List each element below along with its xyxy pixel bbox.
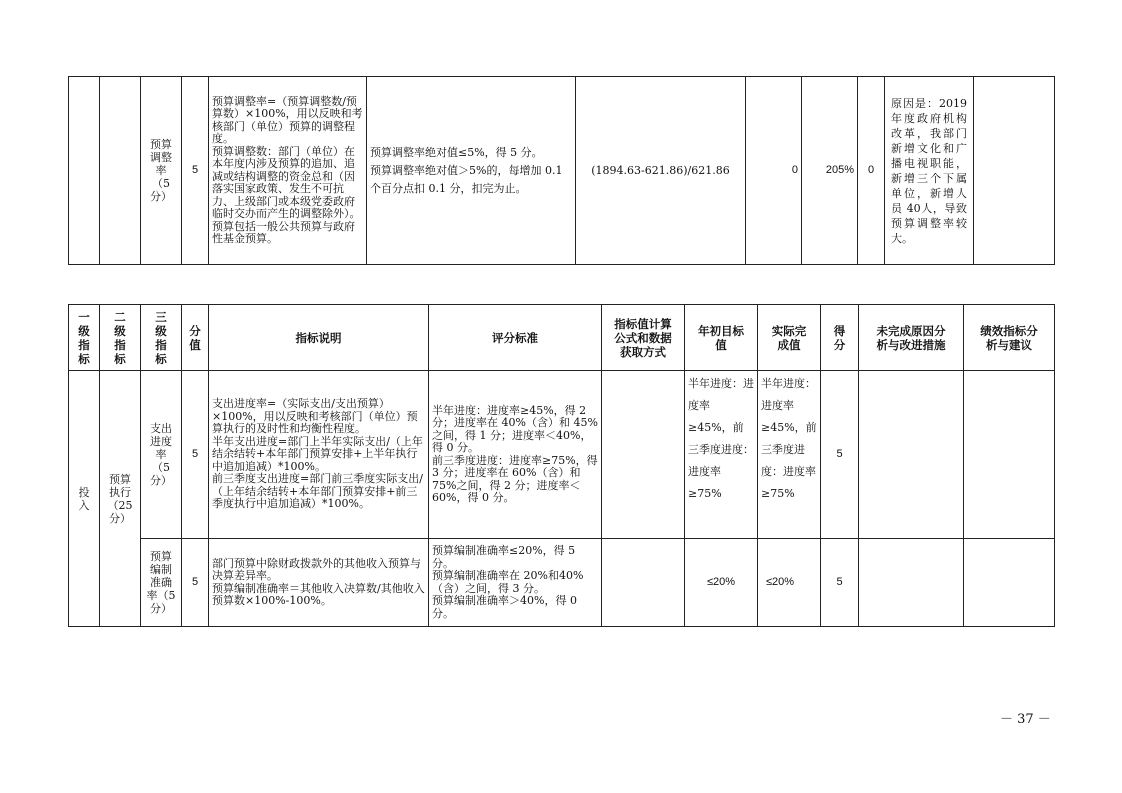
score-value-cell: 5 [182, 539, 209, 627]
level3-cell: 支出 进度 率 （5 分） [141, 371, 182, 539]
level2-cell: 预算 执行 （25 分） [100, 371, 141, 627]
score-cell: 5 [821, 371, 859, 539]
advice-cell [964, 539, 1055, 627]
header-formula: 指标值计算 公式和数据 获取方式 [602, 305, 685, 371]
level3-cell: 预算 编制 准确 率（5 分） [141, 539, 182, 627]
header-criteria: 评分标准 [429, 305, 602, 371]
header-score-value: 分 值 [182, 305, 209, 371]
level1-cell: 投 入 [69, 371, 100, 627]
score-cell: 5 [821, 539, 859, 627]
header-description: 指标说明 [209, 305, 429, 371]
header-actual: 实际完 成值 [758, 305, 821, 371]
reason-cell [859, 539, 964, 627]
level3-cell: 预算 调整 率 （5 分） [141, 77, 182, 265]
indicator-table [68, 304, 1055, 627]
table-row [69, 539, 1055, 627]
header-row [69, 305, 1055, 371]
page-number: － 37 － [1000, 712, 1051, 727]
score-value-cell: 5 [182, 371, 209, 539]
formula-cell [602, 371, 685, 539]
description-cell: 部门预算中除财政拨款外的其他收入预算与决算差异率。 预算编制准确率＝其他收入决算数/其他收入预算数×100%-100%。 [209, 539, 429, 627]
header-reason: 未完成原因分 析与改进措施 [859, 305, 964, 371]
continuation-table [68, 76, 1055, 265]
level1-cell [69, 77, 100, 265]
advice-cell [964, 371, 1055, 539]
formula-cell [602, 539, 685, 627]
actual-cell: ≤20% [758, 539, 821, 627]
reason-cell [859, 371, 964, 539]
header-level3: 三 级 指 标 [141, 305, 182, 371]
reason-cell: 原因是：2019年度政府机构改革，我部门新增文化和广播电视职能，新增三个下属单位，新增人员 40人，导致预算调整率较大。 [885, 77, 974, 265]
level2-cell [100, 77, 141, 265]
actual-cell: 205% [802, 77, 858, 265]
header-target: 年初目标 值 [685, 305, 758, 371]
criteria-cell: 预算调整率绝对值≤5%，得 5 分。 预算调整率绝对值＞5%的，每增加 0.1 个百分点扣 0.1 分，扣完为止。 [367, 77, 576, 265]
description-cell: 预算调整率=（预算调整数/预算数）×100%，用以反映和考核部门（单位）预算的调整程度。 预算调整数：部门（单位）在本年度内涉及预算的追加、追减或结构调整的资金总和（因落实国家政策、发生不可抗力、上级部门或本级党委政府临时交办而产生的调整除外）。 预算包括一般公共预算与政府性基金预算。 [209, 77, 367, 265]
formula-cell: (1894.63-621.86)/621.86 [576, 77, 746, 265]
score-cell: 0 [858, 77, 885, 265]
table-row [69, 77, 1055, 265]
target-cell: 半年进度：进度率≥45%，前三季度进度：进度率≥75% [685, 371, 758, 539]
actual-cell: 半年进度：进度率≥45%，前三季度进度：进度率≥75% [758, 371, 821, 539]
header-level2: 二 级 指 标 [100, 305, 141, 371]
target-cell: 0 [746, 77, 802, 265]
criteria-cell: 半年进度：进度率≥45%，得 2 分；进度率在 40%（含）和 45%之间，得 1 分；进度率＜40%，得 0 分。 前三季度进度：进度率≥75%，得 3 分；进度率在 60%（含）和 75%之间，得 2 分；进度率＜60%，得 0 分。 [429, 371, 602, 539]
header-advice: 绩效指标分 析与建议 [964, 305, 1055, 371]
description-cell: 支出进度率=（实际支出/支出预算）×100%，用以反映和考核部门（单位）预算执行的及时性和均衡性程度。 半年支出进度=部门上半年实际支出/（上年结余结转+本年部门预算安排+上半年执行中追加追减）*100%。 前三季度支出进度=部门前三季度实际支出/（上年结余结转+本年部门预算安排+前三季度执行中追加追减）*100%。 [209, 371, 429, 539]
header-score: 得 分 [821, 305, 859, 371]
score-value-cell: 5 [182, 77, 209, 265]
advice-cell [974, 77, 1055, 265]
criteria-cell: 预算编制准确率≤20%，得 5 分。 预算编制准确率在 20%和40%（含）之间，得 3 分。 预算编制准确率＞40%，得 0 分。 [429, 539, 602, 627]
table-row [69, 371, 1055, 539]
header-level1: 一 级 指 标 [69, 305, 100, 371]
target-cell: ≤20% [685, 539, 758, 627]
